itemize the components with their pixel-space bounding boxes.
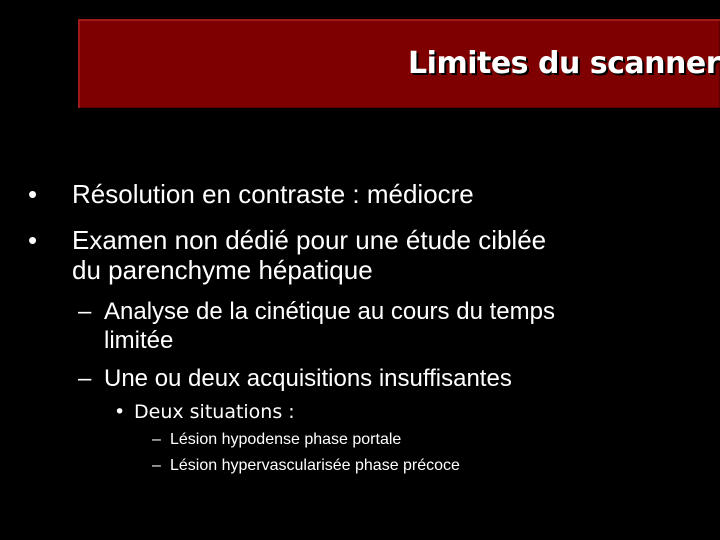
bullet-text: Examen non dédié pour une étude ciblée xyxy=(72,225,547,255)
level3-marker: • xyxy=(114,401,126,423)
sub-bullet-marker: – xyxy=(78,365,92,392)
sub-bullet-text: Analyse de la cinétique au cours du temps xyxy=(104,298,555,325)
sub-bullet-text-continued: limitée xyxy=(104,327,174,354)
sub-bullet-text: Une ou deux acquisitions insuffisantes xyxy=(104,365,512,392)
slide-title: Limites du scanner xyxy=(408,46,720,81)
bullet-text: Résolution en contraste : médiocre xyxy=(72,179,474,209)
level3-text: Deux situations : xyxy=(134,401,295,423)
bullet-text-continued: du parenchyme hépatique xyxy=(72,255,373,285)
sub-bullet-marker: – xyxy=(78,298,92,325)
level4-marker: – xyxy=(152,431,161,448)
level4-marker: – xyxy=(152,457,161,474)
level4-text: Lésion hypervascularisée phase précoce xyxy=(170,457,460,474)
level4-text: Lésion hypodense phase portale xyxy=(170,431,402,448)
bullet-marker: • xyxy=(28,225,38,255)
bullet-marker: • xyxy=(28,179,38,209)
